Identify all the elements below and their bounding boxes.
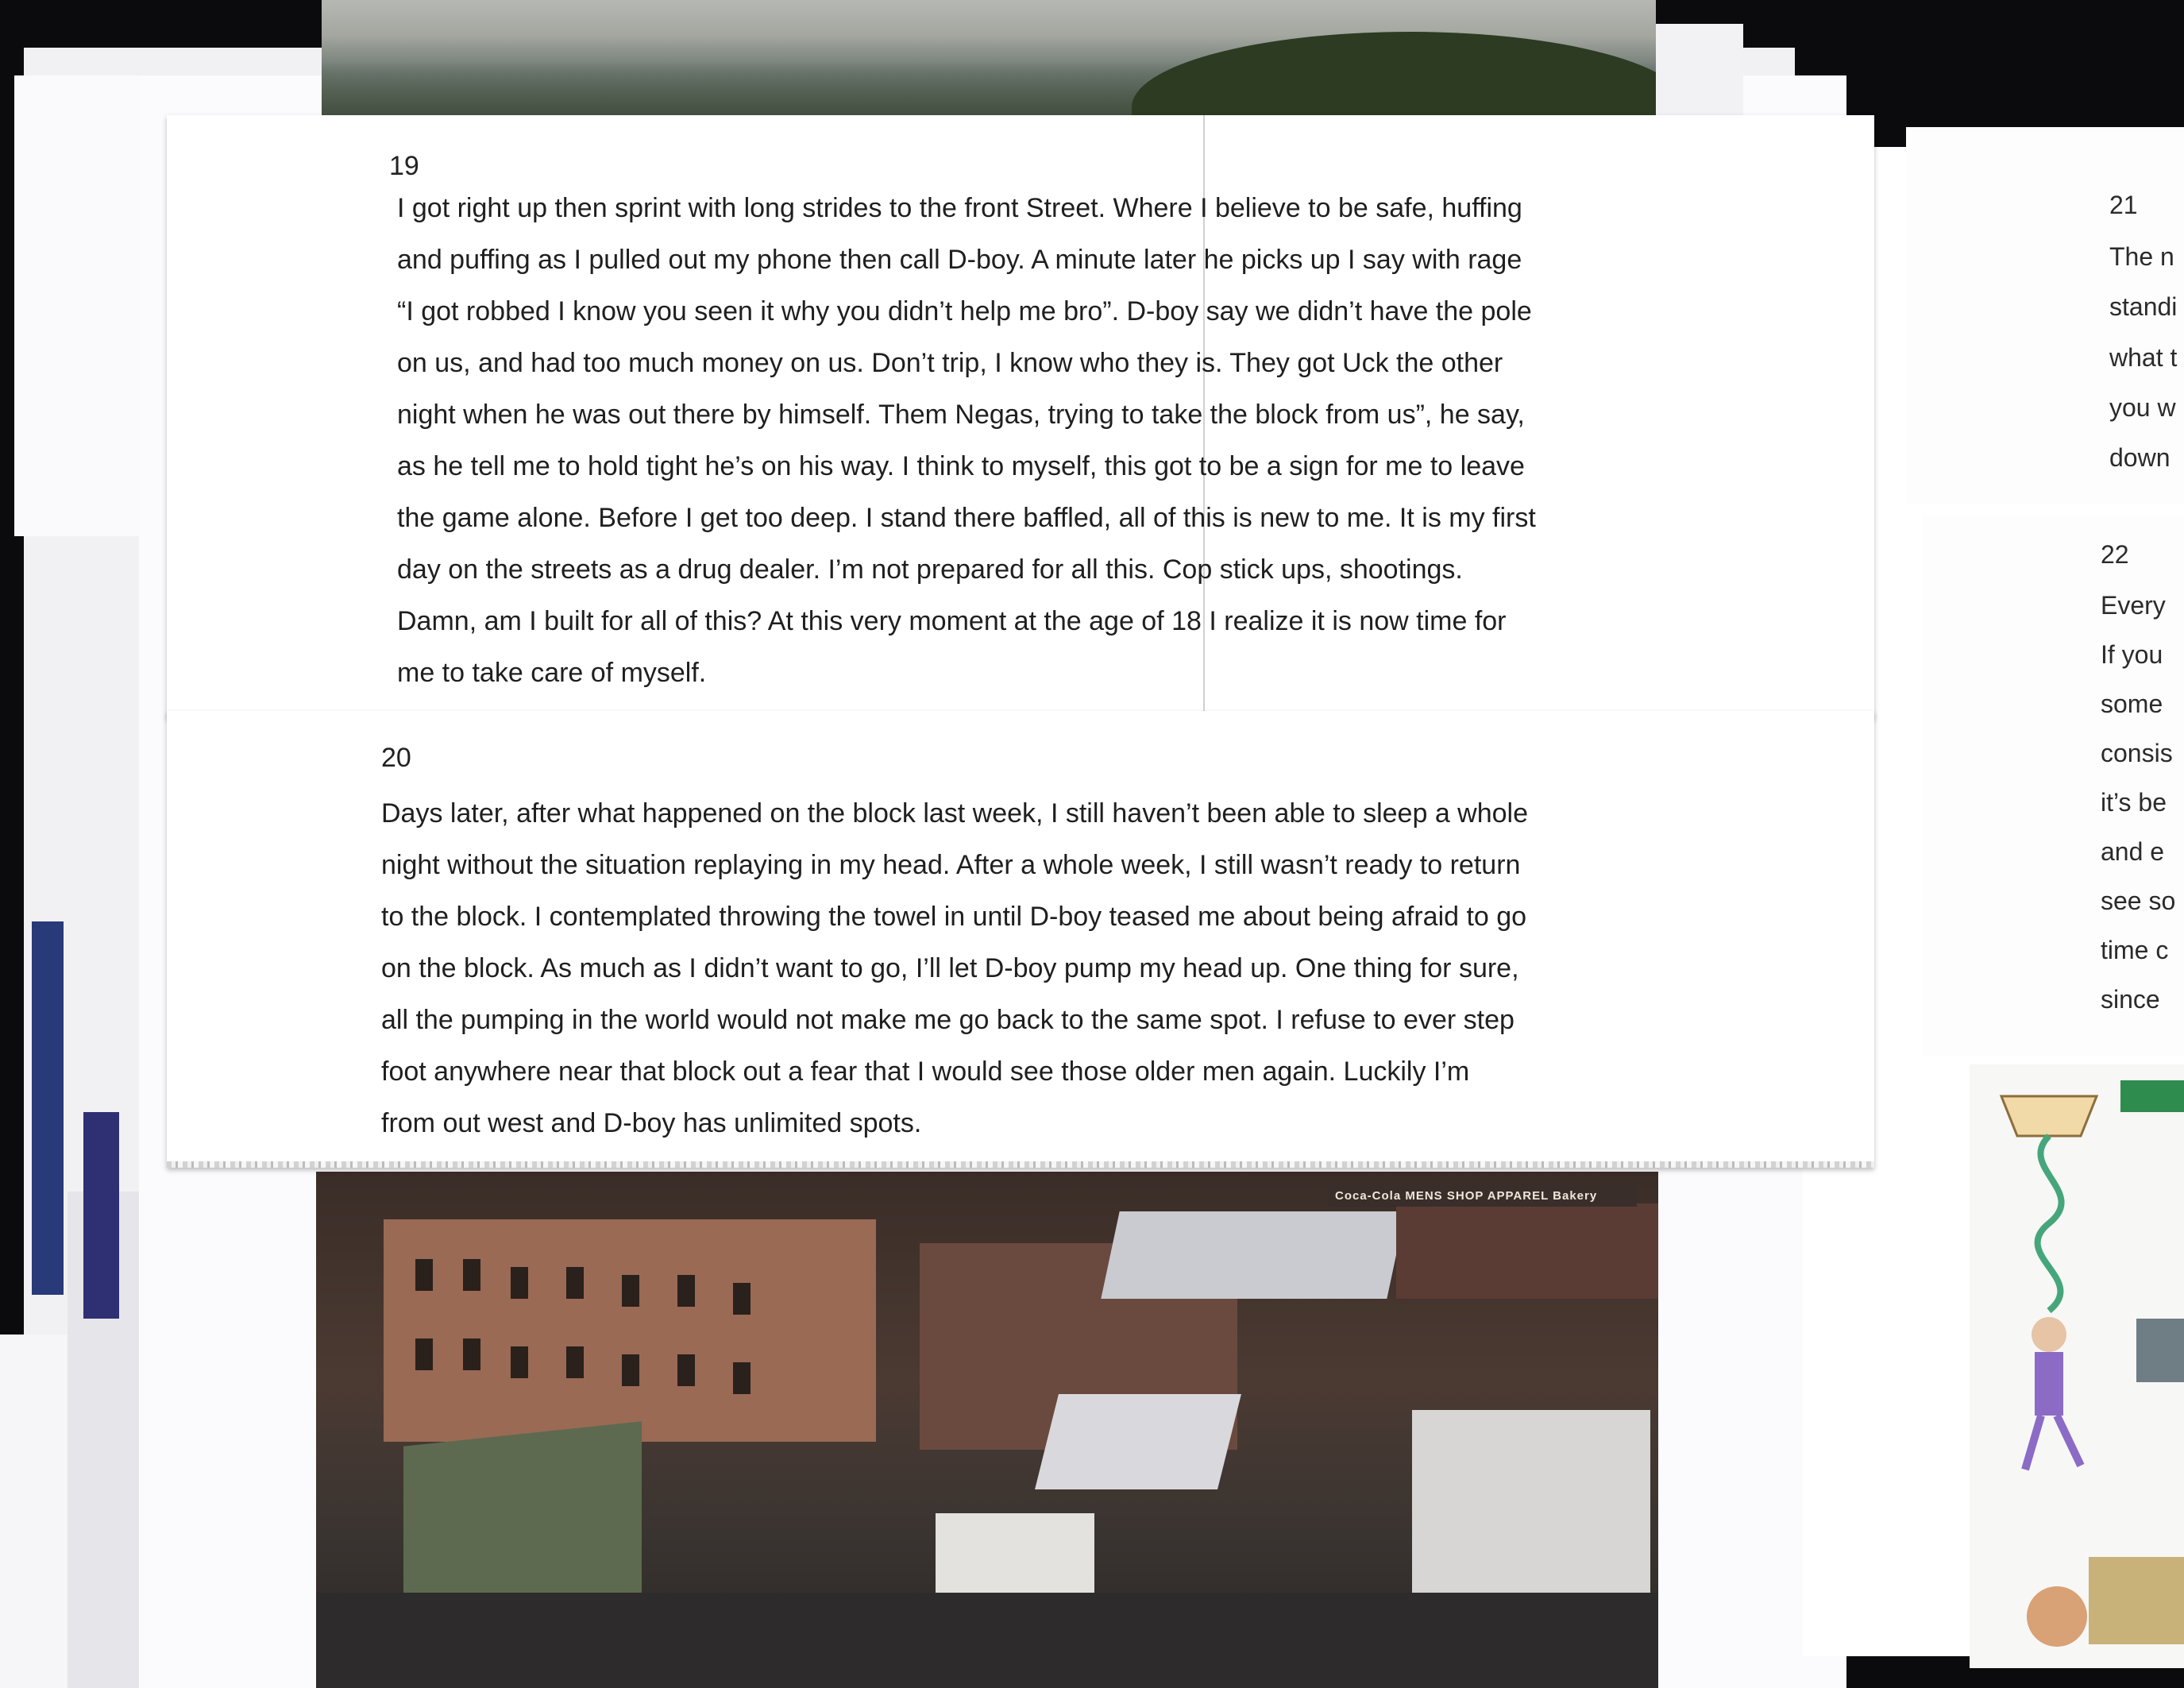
text-line: to the block. I contemplated throwing the towel in until D-boy teased me about being afraid to go [381,902,1527,932]
section-22-line: consis [2101,739,2173,767]
section-22-line: see so [2101,886,2176,915]
section-21-line: The n [2109,242,2174,271]
text-line: and puffing as I pulled out my phone then call D-boy. A minute later he picks up I say with rage [397,245,1522,275]
text-line: Days later, after what happened on the block last week, I still haven’t been able to sleep a whole [381,798,1529,829]
city-rooftops-photo [316,1172,1658,1688]
section-19-text [397,183,1536,699]
brick-rowhouse [384,1219,876,1442]
text-line: day on the streets as a drug dealer. I’m not prepared for all this. Cop stick ups, shootings. [397,554,1463,585]
section-22-line: since [2101,985,2160,1014]
text-line: from out west and D-boy has unlimited spots. [381,1108,922,1138]
text-line: night when he was out there by himself. Them Negas, trying to take the block from us”, he say, [397,400,1525,430]
section-19-number: 19 [389,151,419,181]
text-line: me to take care of myself. [397,658,707,688]
shop-building [1396,1203,1658,1299]
text-line: on us, and had too much money on us. Don’t trip, I know who they is. They got Uck the other [397,348,1503,378]
section-21-line: you w [2109,393,2176,422]
shop-sign: Coca-Cola MENS SHOP APPAREL Bakery [1329,1186,1637,1207]
section-22-line: some [2101,689,2163,718]
card-section-21 [1906,127,2184,504]
text-line: “I got robbed I know you seen it why you didn’t help me bro”. D-boy say we didn’t have the pole [397,296,1532,326]
section-22-line: it’s be [2101,788,2167,817]
torn-edge [167,1161,1874,1168]
paper-edge-left-top [14,75,141,536]
text-line: as he tell me to hold tight he’s on his way. I think to myself, this got to be a sign for me to leave [397,451,1525,481]
right-page-cards [1906,119,2184,1072]
section-21-line: what t [2109,343,2178,372]
grey-roof [1035,1394,1241,1489]
section-22-line: time c [2101,936,2169,964]
lamp-figure-illustration [1970,1064,2184,1668]
binder-strip [32,921,64,1295]
text-line: the game alone. Before I get too deep. I stand there baffled, all of this is new to me. It is my first [397,503,1536,533]
paper-corner-top [1648,24,1743,119]
section-21-line: standi [2109,292,2178,321]
section-22-number: 22 [2101,540,2129,569]
text-line: I got right up then sprint with long strides to the front Street. Where I believe to be safe, huffing [397,193,1522,223]
text-line: night without the situation replaying in my head. After a whole week, I still wasn’t ready to return [381,850,1521,880]
section-21-number: 21 [2109,191,2138,219]
text-line: on the block. As much as I didn’t want to go, I’ll let D-boy pump my head up. One thing for sure, [381,953,1519,983]
flat-roof [1101,1211,1405,1299]
right-page-illustration [1970,1064,2184,1668]
section-22-line: and e [2101,837,2165,866]
text-line: all the pumping in the world would not make me go back to the same spot. I refuse to ever step [381,1005,1515,1035]
street-lot [316,1593,1658,1688]
section-22-line: Every [2101,591,2166,620]
torn-sheet-19 [167,115,1874,719]
section-20-text [381,788,1528,1149]
torn-sheet-20 [167,711,1874,1168]
forested-hill [1132,32,1656,119]
landscape-photo [322,0,1656,119]
text-line: Damn, am I built for all of this? At this very moment at the age of 18 I realize it is now time for [397,606,1507,636]
section-20-number: 20 [381,743,411,773]
section-21-line: down [2109,443,2170,472]
section-22-line: If you [2101,640,2163,669]
binder-strip-2 [83,1112,119,1319]
card-section-22 [1922,516,2184,1056]
text-line: foot anywhere near that block out a fear that I would see those older men again. Luckily I’m [381,1056,1470,1087]
